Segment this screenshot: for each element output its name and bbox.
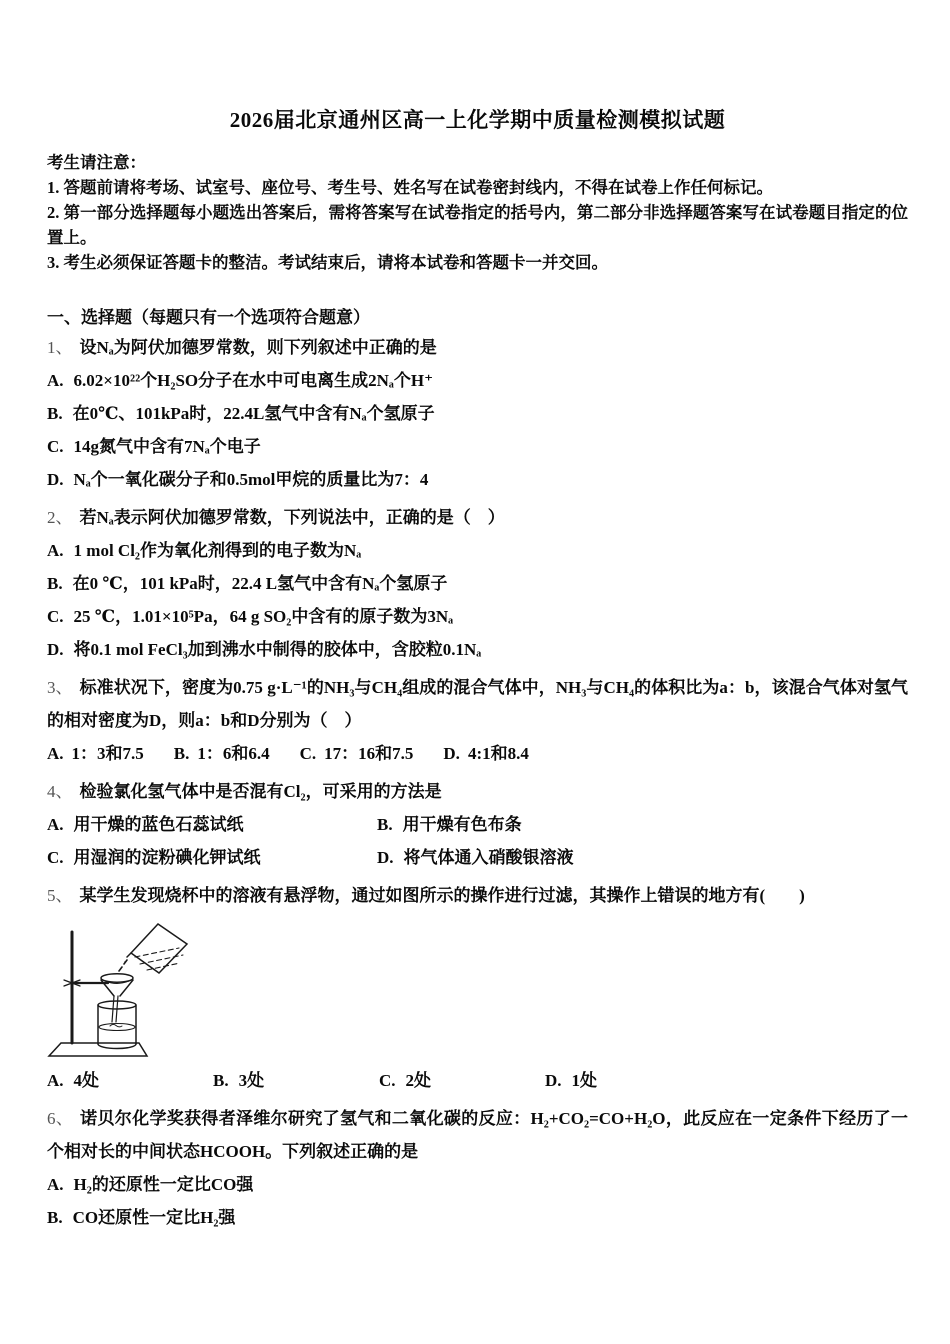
question-stem-text: 标准状况下，密度为0.75 g·L⁻¹的NH₃与CH₄组成的混合气体中，NH₃与CH₄的体积比为a：b，该混合气体对氢气的相对密度为D，则a：b和D分别为（ ）	[47, 678, 909, 730]
option-text: 1：3和7.5	[71, 744, 144, 763]
option-label: C.	[47, 607, 64, 626]
question-1	[47, 331, 908, 496]
option-text: 1 mol Cl₂作为氧化剂得到的电子数为Nₐ	[73, 541, 362, 560]
filtration-diagram	[45, 918, 908, 1060]
question-4-option-b	[377, 808, 522, 841]
option-label: B.	[47, 574, 63, 593]
question-2-option-d	[47, 633, 908, 666]
page-title: 2026届北京通州区高一上化学期中质量检测模拟试题	[229, 108, 726, 132]
option-text: 用干燥有色布条	[402, 815, 522, 834]
option-label: D.	[47, 470, 64, 489]
question-number: 5、	[47, 886, 73, 905]
question-5-option-b	[213, 1064, 379, 1097]
question-4-options-row-2	[47, 841, 908, 874]
option-text: 用湿润的淀粉碘化钾试纸	[73, 848, 261, 867]
option-label: B.	[173, 744, 190, 763]
option-text: 1：6和6.4	[197, 744, 270, 763]
option-text: 3处	[238, 1071, 265, 1090]
option-text: 在0 ℃，101 kPa时，22.4 L氢气中含有Nₐ个氢原子	[72, 574, 448, 593]
notice-heading: 考生请注意：	[47, 153, 146, 172]
question-stem-text: 检验氯化氢气体中是否混有Cl₂，可采用的方法是	[79, 782, 442, 801]
question-3-stem	[47, 671, 908, 737]
option-text: 17：16和7.5	[324, 744, 414, 763]
option-text: 用干燥的蓝色石蕊试纸	[73, 815, 244, 834]
question-5-option-d	[545, 1064, 597, 1097]
section-heading: 一、选择题（每题只有一个选项符合题意）	[47, 308, 370, 327]
question-1-stem	[47, 331, 908, 364]
question-4-stem	[47, 775, 908, 808]
candidate-notice	[47, 150, 908, 275]
question-6-stem	[47, 1102, 908, 1168]
notice-item-2: 2. 第一部分选择题每小题选出答案后，需将答案写在试卷指定的括号内，第二部分非选择题答案写在试卷题目指定的位置上。	[47, 203, 908, 247]
option-text: H₂的还原性一定比CO强	[73, 1175, 254, 1194]
option-text: 将气体通入硝酸银溶液	[403, 848, 574, 867]
option-label: C.	[47, 437, 64, 456]
option-label: D.	[443, 744, 460, 763]
option-label: B.	[47, 1208, 63, 1227]
question-4-option-d	[377, 841, 574, 874]
question-number: 3、	[47, 678, 73, 697]
question-5	[47, 879, 908, 1097]
option-text: Nₐ个一氧化碳分子和0.5mol甲烷的质量比为7：4	[73, 470, 429, 489]
question-4-options-row-1	[47, 808, 908, 841]
option-text: 将0.1 mol FeCl₃加到沸水中制得的胶体中，含胶粒0.1Nₐ	[73, 640, 482, 659]
option-label: A.	[47, 1175, 64, 1194]
option-label: B.	[213, 1071, 229, 1090]
option-label: C.	[379, 1071, 396, 1090]
question-2	[47, 501, 908, 666]
question-1-option-c	[47, 430, 908, 463]
option-text: 1处	[571, 1071, 598, 1090]
question-stem-text: 设Nₐ为阿伏加德罗常数，则下列叙述中正确的是	[79, 338, 437, 357]
question-2-option-a	[47, 534, 908, 567]
question-stem-text: 诺贝尔化学奖获得者泽维尔研究了氢气和二氧化碳的反应：H₂+CO₂=CO+H₂O，此反应在一定条件下经历了一个相对长的中间状态HCOOH。下列叙述正确的是	[47, 1109, 909, 1161]
question-3	[47, 671, 908, 770]
option-text: 14g氮气中含有7Nₐ个电子	[73, 437, 261, 456]
question-stem-text: 某学生发现烧杯中的溶液有悬浮物，通过如图所示的操作进行过滤，其操作上错误的地方有( )	[79, 886, 805, 905]
question-5-option-c	[379, 1064, 545, 1097]
option-label: C.	[299, 744, 317, 763]
question-5-option-a	[47, 1064, 213, 1097]
option-label: A.	[47, 541, 64, 560]
question-number: 1、	[47, 338, 73, 357]
question-2-stem	[47, 501, 908, 534]
question-3-option-a	[47, 737, 144, 770]
option-text: 25 ℃，1.01×10⁵Pa，64 g SO₂中含有的原子数为3Nₐ	[73, 607, 454, 626]
option-text: 6.02×10²²个H₂SO分子在水中可电离生成2Nₐ个H⁺	[73, 371, 434, 390]
notice-item-3: 3. 考生必须保证答题卡的整洁。考试结束后，请将本试卷和答题卡一并交回。	[47, 253, 608, 272]
option-label: C.	[47, 848, 64, 867]
question-5-stem	[47, 879, 908, 912]
option-label: B.	[377, 815, 393, 834]
question-4	[47, 775, 908, 874]
option-label: A.	[47, 1071, 64, 1090]
option-text: 4处	[73, 1071, 100, 1090]
option-label: D.	[377, 848, 394, 867]
option-label: A.	[47, 815, 64, 834]
question-5-options-row	[47, 1064, 908, 1097]
option-label: A.	[47, 744, 64, 763]
question-4-option-c	[47, 841, 377, 874]
question-2-option-b	[47, 567, 908, 600]
question-1-option-d	[47, 463, 908, 496]
question-6-option-a	[47, 1168, 908, 1201]
option-text: CO还原性一定比H₂强	[72, 1208, 236, 1227]
question-number: 4、	[47, 782, 73, 801]
question-3-option-b	[174, 737, 270, 770]
question-number: 2、	[47, 508, 73, 527]
option-label: D.	[47, 640, 64, 659]
option-text: 4:1和8.4	[467, 744, 529, 763]
question-number: 6、	[47, 1109, 74, 1128]
option-label: A.	[47, 371, 64, 390]
question-4-option-a	[47, 808, 377, 841]
option-text: 2处	[405, 1071, 432, 1090]
question-3-option-d	[443, 737, 528, 770]
option-label: D.	[545, 1071, 562, 1090]
question-3-options	[47, 737, 908, 770]
question-6-option-b	[47, 1201, 908, 1234]
filtration-apparatus-icon	[45, 918, 197, 1060]
question-2-option-c	[47, 600, 908, 633]
notice-item-1: 1. 答题前请将考场、试室号、座位号、考生号、姓名写在试卷密封线内，不得在试卷上作任何标记。	[47, 178, 773, 197]
question-3-option-c	[300, 737, 414, 770]
question-6	[47, 1102, 908, 1234]
question-1-option-b	[47, 397, 908, 430]
option-label: B.	[47, 404, 63, 423]
question-1-option-a	[47, 364, 908, 397]
question-stem-text: 若Nₐ表示阿伏加德罗常数，下列说法中，正确的是（ ）	[79, 508, 505, 527]
option-text: 在0℃、101kPa时，22.4L氢气中含有Nₐ个氢原子	[72, 404, 435, 423]
